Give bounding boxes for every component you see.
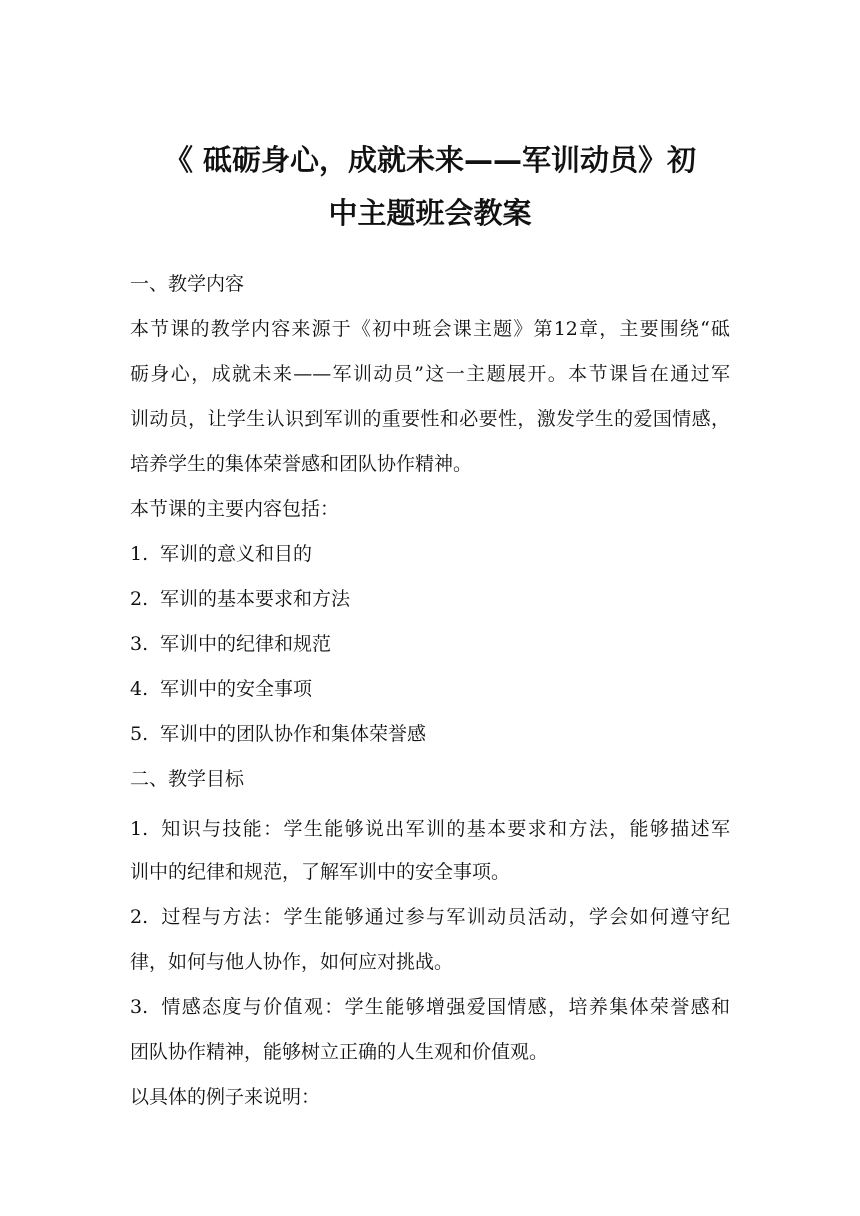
- list-item-number: 1.: [130, 543, 149, 565]
- list-item: [130, 676, 730, 702]
- goal-number: 3.: [130, 996, 149, 1018]
- goal-item: [130, 994, 730, 1020]
- list-item-number: 3.: [130, 633, 149, 655]
- goal-number: 2.: [130, 906, 149, 928]
- goal-text-line-2: 训中的纪律和规范，了解军训中的安全事项。: [130, 861, 511, 883]
- list-item-text: 军训中的纪律和规范: [160, 633, 332, 655]
- list-item-text: 军训的意义和目的: [160, 543, 313, 565]
- list-item-text: 军训中的安全事项: [160, 678, 313, 700]
- list-item: [130, 541, 730, 567]
- paragraph-line: 培养学生的集体荣誉感和团队协作精神。: [130, 453, 473, 475]
- document-title-line-1: 《 砥砺身心，成就未来——军训动员》初: [163, 143, 697, 177]
- goal-text-line-1: 过程与方法：学生能够通过参与军训动员活动，学会如何遵守纪: [160, 906, 730, 928]
- goal-number: 1.: [130, 818, 149, 840]
- section-heading-content: 一、教学内容: [130, 273, 245, 295]
- list-item: [130, 586, 730, 612]
- paragraph-line: 训动员，让学生认识到军训的重要性和必要性，激发学生的爱国情感，: [130, 408, 730, 430]
- paragraph-line: 砺身心，成就未来——军训动员”这一主题展开。本节课旨在通过军: [130, 363, 730, 385]
- goal-item: [130, 904, 730, 930]
- list-item-number: 2.: [130, 588, 149, 610]
- list-item-number: 5.: [130, 723, 149, 745]
- section-heading-goals: 二、教学目标: [130, 768, 245, 790]
- list-item: [130, 631, 730, 657]
- goal-text-line-2: 团队协作精神，能够树立正确的人生观和价值观。: [130, 1041, 549, 1063]
- list-item-text: 军训的基本要求和方法: [160, 588, 351, 610]
- goal-text-line-1: 知识与技能：学生能够说出军训的基本要求和方法，能够描述军: [160, 818, 730, 840]
- document-title-line-2: 中主题班会教案: [328, 196, 532, 230]
- list-item-number: 4.: [130, 678, 149, 700]
- paragraph-line: 本节课的教学内容来源于《初中班会课主题》第12章，主要围绕“砥: [130, 318, 730, 340]
- list-item: [130, 721, 730, 747]
- goal-text-line-1: 情感态度与价值观：学生能够增强爱国情感，培养集体荣誉感和: [160, 996, 730, 1018]
- list-item-text: 军训中的团队协作和集体荣誉感: [160, 723, 427, 745]
- goal-item: [130, 816, 730, 842]
- goal-text-line-2: 律，如何与他人协作，如何应对挑战。: [130, 951, 454, 973]
- content-intro: 本节课的主要内容包括：: [130, 498, 340, 520]
- closing-line: 以具体的例子来说明：: [130, 1086, 321, 1108]
